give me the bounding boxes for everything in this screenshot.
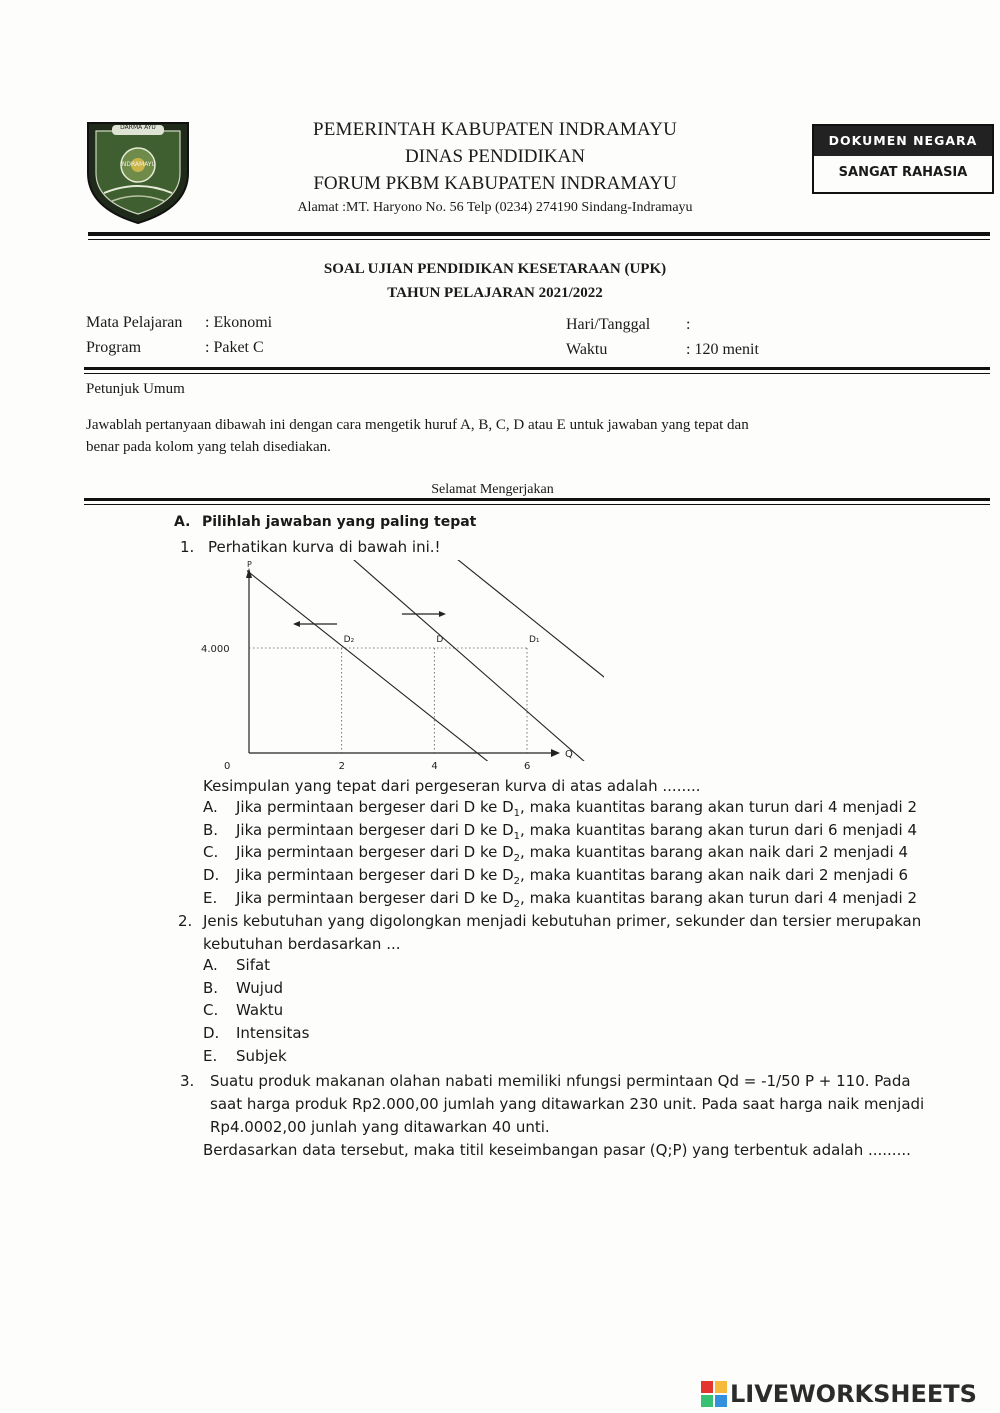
option-text: Intensitas: [236, 1024, 310, 1043]
question-3-line3: Rp4.0002,00 junlah yang ditawarkan 40 unti.: [210, 1118, 550, 1136]
option-subscript: 2: [513, 853, 521, 865]
question-1-option[interactable]: [203, 889, 917, 910]
instructions-line1: Jawablah pertanyaan dibawah ini dengan cara mengetik huruf A, B, C, D atau E untuk jawaban yang tepat dan: [86, 417, 749, 433]
question-1-option[interactable]: [203, 798, 917, 819]
time-value: : 120 menit: [686, 341, 759, 358]
x-axis-arrow: [551, 749, 560, 757]
greeting-rule-thick: [84, 498, 990, 501]
logo-text-mid: INDRAMAYU: [120, 161, 156, 168]
day-value: :: [686, 316, 691, 333]
instructions-heading: Petunjuk Umum: [86, 381, 185, 397]
x-tick-label: 2: [338, 761, 346, 772]
option-letter: D.: [203, 1024, 220, 1043]
liveworksheets-icon: [700, 1380, 728, 1408]
option-letter: B.: [203, 820, 219, 839]
option-letter: A.: [203, 798, 218, 816]
question-2-option[interactable]: [203, 1001, 283, 1019]
question-2-option[interactable]: [203, 1024, 309, 1042]
y-axis-label: P: [247, 560, 252, 569]
question-2-option[interactable]: [203, 1047, 287, 1065]
question-2-line2: kebutuhan berdasarkan ...: [203, 935, 401, 953]
question-2-line1: Jenis kebutuhan yang digolongkan menjadi kebutuhan primer, sekunder dan tersier merupakan: [203, 912, 922, 930]
option-text: Sifat: [236, 956, 271, 974]
option-text-pre: Jika permintaan bergeser dari D ke D: [236, 798, 514, 816]
option-letter: E.: [203, 1046, 218, 1065]
time-label: Waktu: [566, 341, 608, 358]
program-label: Program: [86, 339, 142, 356]
regency-logo: [82, 113, 194, 225]
watermark-brand: LIVEWORKSHEETS: [730, 1380, 977, 1408]
badge-bottom: SANGAT RAHASIA: [838, 165, 968, 180]
option-letter: D.: [203, 866, 220, 885]
option-text: Wujud: [236, 978, 283, 997]
question-2-option[interactable]: [203, 956, 270, 974]
curve-label: D: [436, 635, 444, 645]
question-1-number: 1.: [180, 538, 195, 556]
question-3-line1: Suatu produk makanan olahan nabati memiliki nfungsi permintaan Qd = -1/50 P + 110. Pada: [210, 1072, 911, 1090]
header-forum: FORUM PKBM KABUPATEN INDRAMAYU: [313, 173, 677, 194]
option-letter: C.: [203, 843, 219, 862]
option-text-pre: Jika permintaan bergeser dari D ke D: [236, 820, 514, 839]
question-1-followup: Kesimpulan yang tepat dari pergeseran kurva di atas adalah ........: [203, 777, 701, 795]
option-subscript: 1: [513, 808, 521, 819]
greeting: Selamat Mengerjakan: [431, 482, 554, 497]
day-label: Hari/Tanggal: [566, 316, 651, 333]
header-department: DINAS PENDIDIKAN: [405, 146, 585, 167]
curve-label: D₁: [529, 635, 540, 645]
header-rule-thin: [88, 239, 990, 240]
option-letter: C.: [203, 1001, 219, 1020]
question-2-number: 2.: [178, 912, 193, 930]
demand-shift-chart: [196, 560, 606, 780]
option-text-pre: Jika permintaan bergeser dari D ke D: [236, 843, 514, 862]
liveworksheets-watermark: [700, 1378, 977, 1410]
option-letter: A.: [203, 956, 218, 974]
program-value: : Paket C: [205, 339, 264, 356]
option-text: Subjek: [236, 1046, 287, 1065]
badge-top: DOKUMEN NEGARA: [814, 126, 992, 156]
question-2-option[interactable]: [203, 979, 283, 997]
subject-label: Mata Pelajaran: [86, 314, 183, 331]
option-text-pre: Jika permintaan bergeser dari D ke D: [236, 866, 514, 885]
option-text-post: , maka kuantitas barang akan turun dari 6 menjadi 4: [520, 820, 918, 839]
question-1-stem: Perhatikan kurva di bawah ini.!: [208, 538, 441, 556]
question-1-option[interactable]: [203, 821, 917, 842]
question-3-line2: saat harga produk Rp2.000,00 jumlah yang ditawarkan 230 unit. Pada saat harga naik menjadi: [210, 1095, 925, 1113]
y-tick-label: 4.000: [201, 644, 230, 655]
info-rule-thick: [84, 367, 990, 370]
header-government: PEMERINTAH KABUPATEN INDRAMAYU: [312, 119, 678, 140]
greeting-rule-thin: [84, 504, 990, 505]
instructions-line2: benar pada kolom yang telah disediakan.: [86, 439, 331, 455]
shift-arrowhead-right: [439, 611, 446, 617]
option-text-pre: Jika permintaan bergeser dari D ke D: [236, 888, 514, 907]
option-subscript: 2: [513, 898, 521, 910]
question-3-number: 3.: [180, 1072, 195, 1090]
section-label: A.: [174, 514, 191, 530]
info-rule-thin: [84, 373, 990, 374]
option-subscript: 2: [513, 876, 521, 888]
subject-value: : Ekonomi: [205, 314, 273, 331]
x-tick-label: 0: [224, 761, 231, 772]
option-text-post: , maka kuantitas barang akan turun dari 4 menjadi 2: [520, 798, 918, 816]
exam-year: TAHUN PELAJARAN 2021/2022: [387, 285, 603, 301]
option-text-post: , maka kuantitas barang akan naik dari 2 menjadi 6: [520, 866, 909, 885]
option-subscript: 1: [513, 830, 521, 842]
x-tick-label: 4: [431, 761, 438, 772]
question-1-option[interactable]: [203, 843, 908, 864]
option-letter: B.: [203, 978, 219, 997]
shift-arrowhead-left: [293, 621, 300, 627]
logo-text-top: DARMA AYU: [120, 124, 156, 131]
option-text-post: , maka kuantitas barang akan turun dari 4 menjadi 2: [520, 888, 918, 907]
classification-badge: [812, 124, 994, 194]
header-rule-thick: [88, 232, 990, 236]
option-text: Waktu: [236, 1001, 284, 1020]
demand-curve-d: [305, 560, 606, 780]
x-axis-label: Q: [565, 749, 573, 760]
curve-label: D₂: [343, 635, 355, 645]
header-address: Alamat :MT. Haryono No. 56 Telp (0234) 274190 Sindang-Indramayu: [297, 200, 693, 215]
option-letter: E.: [203, 888, 218, 907]
question-3-line4: Berdasarkan data tersebut, maka titil keseimbangan pasar (Q;P) yang terbentuk adalah .........: [203, 1141, 911, 1159]
x-tick-label: 6: [524, 761, 531, 772]
question-1-option[interactable]: [203, 866, 908, 887]
section-title: Pilihlah jawaban yang paling tepat: [202, 514, 477, 530]
option-text-post: , maka kuantitas barang akan naik dari 2 menjadi 4: [520, 843, 909, 862]
exam-title: SOAL UJIAN PENDIDIKAN KESETARAAN (UPK): [323, 261, 667, 277]
demand-curve-d1: [388, 560, 606, 727]
